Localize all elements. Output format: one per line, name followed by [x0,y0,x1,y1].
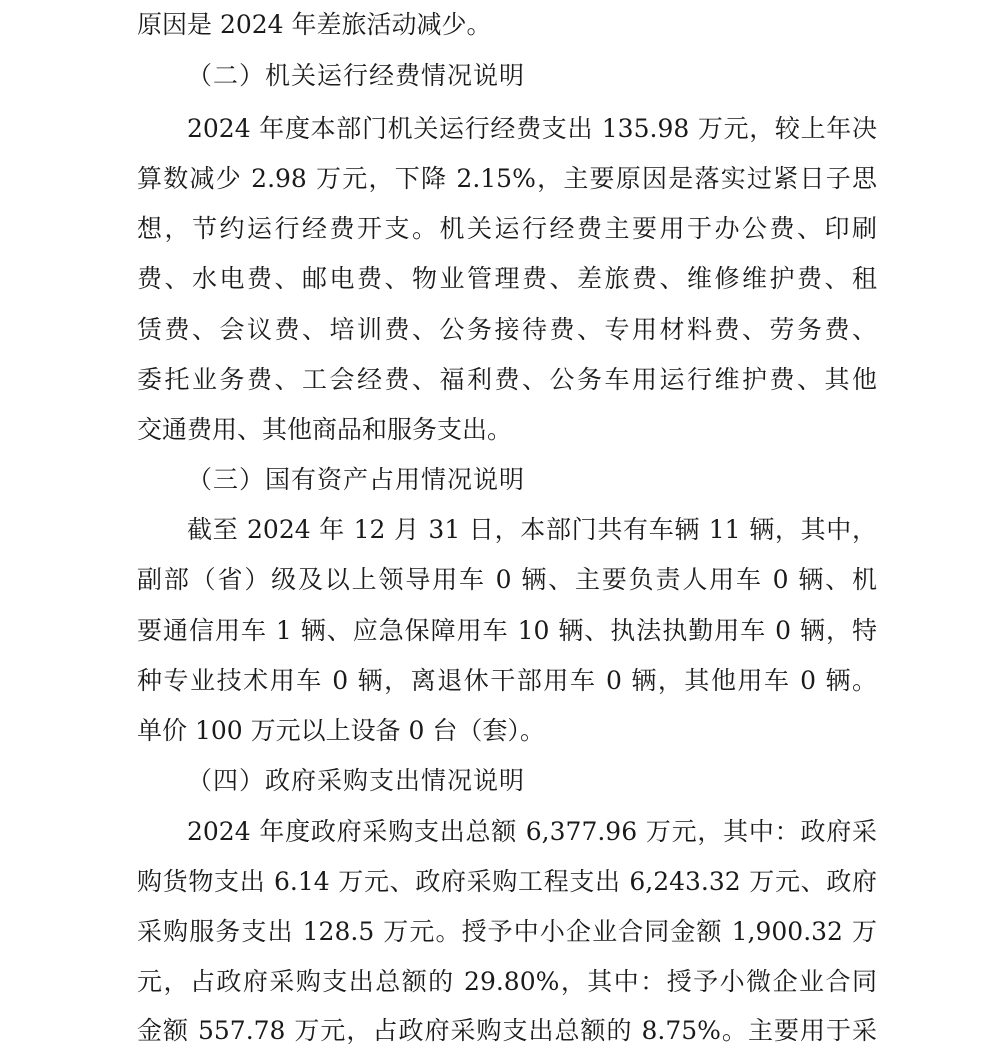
paragraph-line: 算数减少 2.98 万元，下降 2.15%，主要原因是落实过紧日子思 [137,164,877,193]
paragraph-line: 想，节约运行经费开支。机关运行经费主要用于办公费、印刷 [137,214,877,243]
paragraph-line: 元，占政府采购支出总额的 29.80%，其中：授予小微企业合同 [137,967,877,996]
section-heading-2: （二）机关运行经费情况说明 [187,61,526,90]
paragraph-line: 要通信用车 1 辆、应急保障用车 10 辆、执法执勤用车 0 辆，特 [137,616,877,645]
paragraph-line: 委托业务费、工会经费、福利费、公务车用运行维护费、其他 [137,365,877,394]
paragraph-line: 购货物支出 6.14 万元、政府采购工程支出 6,243.32 万元、政府 [137,867,877,896]
paragraph-line: 原因是 2024 年差旅活动减少。 [137,10,492,39]
paragraph-line: 截至 2024 年 12 月 31 日，本部门共有车辆 11 辆，其中， [187,515,877,544]
paragraph-line: 2024 年度本部门机关运行经费支出 135.98 万元，较上年决 [187,114,877,143]
paragraph-line: 赁费、会议费、培训费、公务接待费、专用材料费、劳务费、 [137,315,877,344]
section-heading-3: （三）国有资产占用情况说明 [187,465,526,494]
section-heading-4: （四）政府采购支出情况说明 [187,766,526,795]
paragraph-line: 交通费用、其他商品和服务支出。 [137,415,513,444]
paragraph-line: 副部（省）级及以上领导用车 0 辆、主要负责人用车 0 辆、机 [137,565,877,594]
paragraph-line: 采购服务支出 128.5 万元。授予中小企业合同金额 1,900.32 万 [137,917,877,946]
paragraph-line: 金额 557.78 万元，占政府采购支出总额的 8.75%。主要用于采 [137,1016,877,1045]
paragraph-line: 单价 100 万元以上设备 0 台（套）。 [137,716,545,745]
paragraph-line: 费、水电费、邮电费、物业管理费、差旅费、维修维护费、租 [137,264,877,293]
paragraph-line: 2024 年度政府采购支出总额 6,377.96 万元，其中：政府采 [187,817,877,846]
paragraph-line: 种专业技术用车 0 辆，离退休干部用车 0 辆，其他用车 0 辆。 [137,666,877,695]
